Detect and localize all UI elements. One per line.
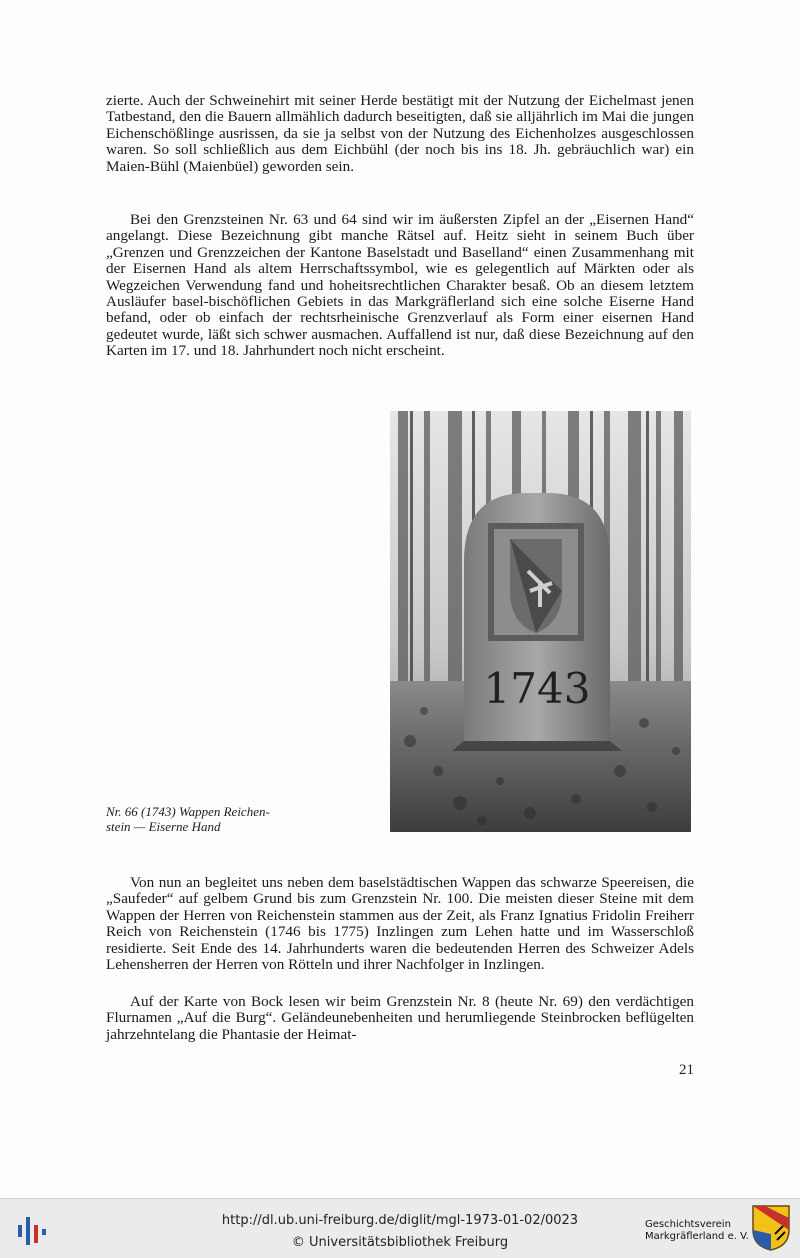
digital-library-footer [0, 1198, 800, 1258]
caption-line-1: Nr. 66 (1743) Wappen Reichen- [106, 804, 270, 819]
paragraph-2: Bei den Grenzsteinen Nr. 63 und 64 sind wir im äußersten Zipfel an der „Eisernen Hand“ angelangt. Diese Bezeichnung gibt manche Rätsel auf. Heitz sieht in seinem Buch über „Grenzen und Grenzzeichen der Kantone Baselstadt und Baselland“ einen Zusammenhang mit der Eisernen Hand als altem Herrschaftssymbol, wie es gelegentlich auf Märkten oder als Wegzeichen Verwendung fand und hoheitsrechtlichen Charakter besaß. Ob an diesem letztem Ausläufer basel-bischöflichen Gebiets in das Markgräflerland sich eine solche Eiserne Hand befand, oder ob einfach der rechtsrheinische Grenzverlauf als Form einer eisernen Hand gedeutet wurde, läßt sich schwer ausmachen. Auffallend ist nur, daß diese Bezeichnung auf den Karten im 17. und 18. Jahrhundert noch nicht erscheint. [106, 211, 694, 360]
paragraph-4: Auf der Karte von Bock lesen wir beim Grenzstein Nr. 8 (heute Nr. 69) den verdächtigen Flurnamen „Auf die Burg“. Geländeunebenheiten und herumliegende Steinbrocken beflügelten jahrzehntelang die Phantasie der Heimat- [106, 993, 694, 1043]
boundary-stone-photo [390, 411, 691, 832]
stone-year-inscription: 1743 [483, 664, 591, 713]
society-name-line-2: Markgräflerland e. V. [645, 1231, 749, 1242]
paragraph-1: zierte. Auch der Schweinehirt mit seiner Herde bestätigt mit der Nutzung der Eichelmast jenen Tatbestand, den die Bauern allmählich dadurch beseitigten, daß sie alljährlich im Mai die jungen Eichenschößlinge ausrissen, da sie ja selbst von der Nutzung des Eichenholzes ausgeschlossen waren. So soll schließlich aus dem Eichbühl (der noch bis ins 18. Jh. gebräuchlich war) ein Maien-Bühl (Maienbüel) geworden sein. [106, 92, 694, 175]
copyright-notice: © Universitätsbibliothek Freiburg [291, 1235, 509, 1250]
society-name [645, 1219, 749, 1243]
markgraeflerland-crest-icon[interactable] [751, 1204, 791, 1252]
paragraph-3: Von nun an begleitet uns neben dem baselstädtischen Wappen das schwarze Speereisen, die „Saufeder“ auf gelbem Grund bis zum Grenzstein Nr. 100. Die meisten dieser Steine mit dem Wappen der Herren von Reichenstein stammen aus der Zeit, als Franz Ignatius Fridolin Freiherr Reich von Reichenstein (1746 bis 1775) Inzlingen zum Lehen hatte und im Wasserschloß residierte. Seit Ende des 14. Jahrhunderts waren die bedeutenden Herren des Schweizer Adels Lehensherren der Herren von Rötteln und ihrer Nachfolger in Inzlingen. [106, 874, 694, 974]
society-name-line-1: Geschichtsverein [645, 1219, 731, 1230]
photo-caption [106, 804, 336, 834]
page-number: 21 [679, 1062, 694, 1078]
document-url-link[interactable]: http://dl.ub.uni-freiburg.de/diglit/mgl-1973-01-02/0023 [221, 1213, 579, 1228]
caption-line-2: stein — Eiserne Hand [106, 819, 221, 834]
